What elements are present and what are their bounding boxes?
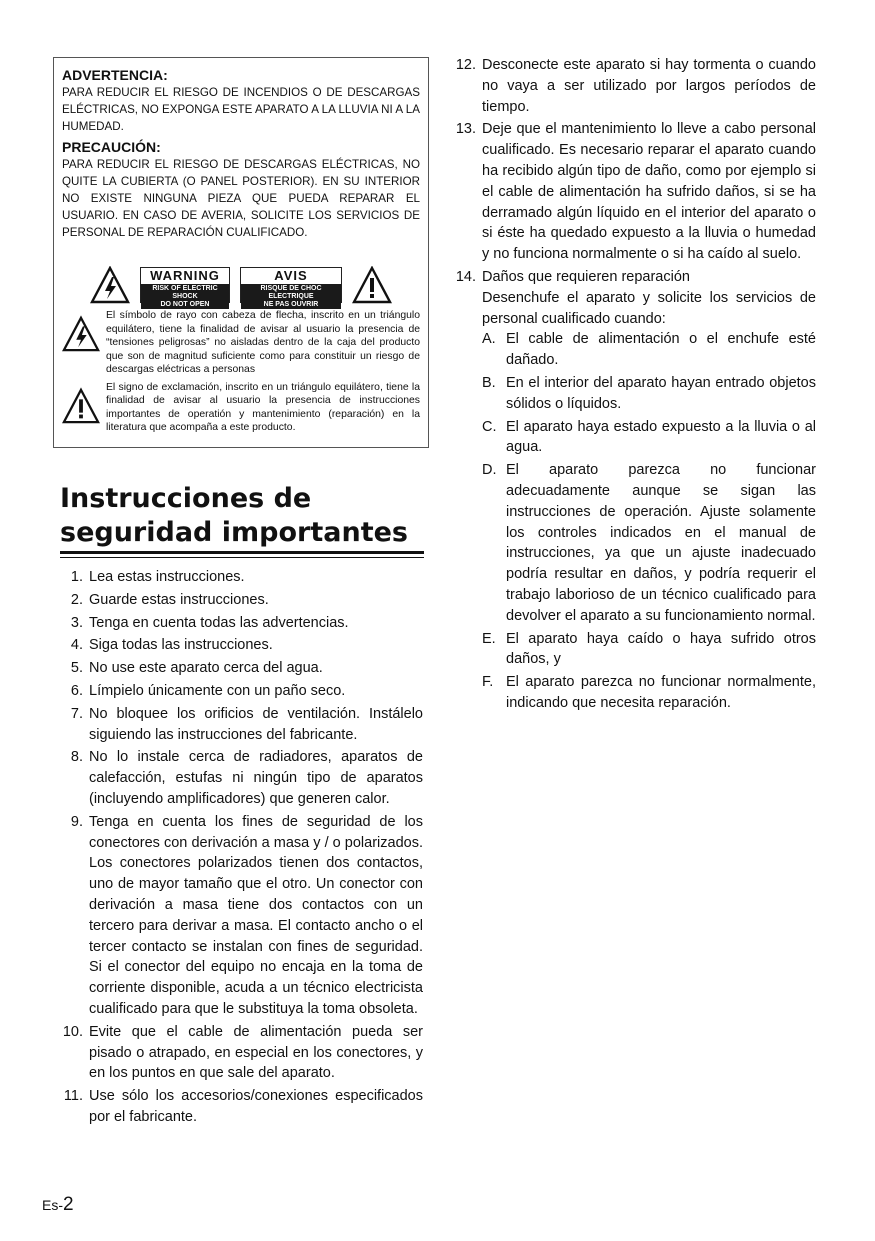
avis-plate-title: AVIS (274, 268, 308, 283)
list-item (59, 747, 423, 809)
lightning-triangle-icon (62, 315, 100, 353)
item-text: No use este aparato cerca del agua. (89, 660, 323, 677)
lightning-explanation (62, 309, 420, 377)
advertencia-text: PARA REDUCIR EL RIESGO DE INCENDIOS O DE DESCARGAS ELÉCTRICAS, NO EXPONGA ESTE APARATO A LA LLUVIA NI A LA HUMEDAD. (62, 86, 420, 133)
item-text: Tenga en cuenta los fines de seguridad de los conectores con derivación a masa y / o polarizados. Los conectores polarizados tienen dos contactos, uno de mayor tamaño que el otro. Un conector con derivación a masa tiene dos contactos con un tercero para derivar a masa. El contacto ancho o el tercer contacto se instalan con fines de seguridad. Si el conector del equipo no encaja en la toma de corriente disponible, acuda a un técnico electricista cualificado para que le substituya la toma obsoleta. (89, 813, 423, 1017)
warning-plate-title: WARNING (150, 268, 220, 283)
item-text: Tenga en cuenta todas las advertencias. (89, 614, 349, 631)
item-letter: B. (482, 374, 496, 391)
item-text: No lo instale cerca de radiadores, aparatos de calefacción, estufas ni ningún tipo de aparatos (incluyendo amplificadores) que generen calor. (89, 749, 423, 807)
item-letter: F. (482, 674, 494, 691)
lightning-triangle-icon (90, 266, 130, 304)
item-number: 13. (455, 121, 476, 138)
list-item (452, 267, 816, 714)
item-text: El cable de alimentación o el enchufe esté dañado. (506, 331, 816, 369)
list-item (59, 658, 423, 679)
page-number-prefix: Es- (42, 1197, 63, 1213)
lightning-explanation-text: El símbolo de rayo con cabeza de flecha, inscrito en un triángulo equilátero, tiene la finalidad de avisar al usuario la presencia de “tensiones peligrosas” no aisladas dentro de la caja del producto que son de magnitud suficiente como para constituir un riesgo de descargas eléctricas a personas (106, 310, 420, 375)
item-text: No bloquee los orificios de ventilación. Instálelo siguiendo las instrucciones del fabricante. (89, 705, 423, 743)
item-subtext: Desenchufe el aparato y solicite los servicios de personal cualificado cuando: (482, 289, 816, 327)
list-item (482, 417, 816, 459)
warning-box (53, 57, 429, 448)
item-text: Lea estas instrucciones. (89, 569, 245, 585)
instructions-list-left (59, 567, 423, 1130)
item-number: 6. (70, 682, 83, 699)
item-text: El aparato haya caído o haya sufrido otros daños, y (506, 630, 816, 668)
item-text: El aparato parezca no funcionar normalmente, indicando que necesita reparación. (506, 674, 816, 711)
item-number: 5. (70, 660, 83, 677)
instructions-list-right (452, 55, 816, 716)
item-letter: C. (482, 418, 497, 435)
item-number: 9. (70, 813, 83, 830)
item-text: El aparato haya estado expuesto a la lluvia o al agua. (506, 418, 816, 456)
item-number: 11. (63, 1088, 83, 1105)
avis-plate-subtitle (241, 284, 341, 309)
damage-conditions-list (482, 329, 816, 713)
item-number: 8. (70, 749, 83, 766)
list-item (482, 672, 816, 714)
exclamation-triangle-icon (62, 387, 100, 425)
avis-plate-line1: RISQUE DE CHOC ELECTRIQUE (260, 285, 322, 300)
item-number: 3. (70, 614, 83, 631)
item-text: Daños que requieren reparación (482, 268, 690, 285)
list-item (59, 635, 423, 656)
item-number: 2. (70, 591, 83, 608)
list-item (59, 613, 423, 634)
item-number: 4. (70, 637, 83, 654)
item-text: Deje que el mantenimiento lo lleve a cabo personal cualificado. Es necesario reparar el aparato cuando ha recibido algún tipo de daño, como por ejemplo si el cable de alimentación ha sufrido daños, si se ha derramado algún líquido en el interior del aparato o si éste ha quedado expuesto a la lluvia o humedad y no funciona normalmente o si ha caído al suelo. (482, 121, 816, 263)
item-text: Desconecte este aparato si hay tormenta o cuando no vaya a ser utilizado por largos períodos de tiempo. (482, 57, 816, 115)
list-item (482, 329, 816, 371)
precaucion-text: PARA REDUCIR EL RIESGO DE DESCARGAS ELÉCTRICAS, NO QUITE LA CUBIERTA (O PANEL POSTERIOR). EN SU INTERIOR NO EXISTE NINGUNA PIEZA QUE PUEDA REPARAR EL USUARIO. EN CASO DE AVERIA, SOLICITE LOS SERVICIOS DE PERSONAL DE REPARACIÓN CUALIFICADO. (62, 158, 420, 239)
warning-plate-line1: RISK OF ELECTRIC SHOCK (152, 285, 218, 300)
item-number: 1. (70, 569, 83, 585)
page-title: Instrucciones de seguridad importantes (60, 483, 408, 548)
item-number: 14. (455, 268, 476, 285)
list-item (59, 590, 423, 611)
list-item (59, 812, 423, 1020)
warning-plate-line2: DO NOT OPEN (160, 301, 210, 308)
item-text: Guarde estas instrucciones. (89, 591, 269, 608)
item-letter: D. (482, 462, 497, 479)
item-letter: A. (482, 331, 496, 348)
list-item (482, 629, 816, 671)
item-text: Límpielo únicamente con un paño seco. (89, 682, 346, 699)
precaucion-heading: PRECAUCIÓN: (62, 139, 161, 155)
list-item (59, 681, 423, 702)
item-number: 10. (62, 1023, 83, 1040)
list-item (482, 373, 816, 415)
list-item (59, 1086, 423, 1128)
avis-plate (240, 267, 342, 308)
exclamation-triangle-icon (352, 266, 392, 304)
advertencia-heading: ADVERTENCIA: (62, 67, 168, 83)
warning-plate-subtitle (141, 284, 229, 309)
list-item (452, 119, 816, 265)
item-text: Use sólo los accesorios/conexiones especificados por el fabricante. (89, 1088, 423, 1125)
caution-label-row (62, 265, 420, 308)
page-number (42, 1194, 74, 1216)
title-rule-thin (60, 557, 424, 558)
list-item (59, 704, 423, 746)
item-number: 7. (70, 705, 83, 722)
list-item (482, 460, 816, 626)
item-text: Siga todas las instrucciones. (89, 637, 273, 654)
list-item (452, 55, 816, 117)
item-text: Evite que el cable de alimentación pueda ser pisado o atrapado, en especial en los conectores, y en los puntos en que sale del aparato. (89, 1023, 423, 1082)
item-text: El aparato parezca no funcionar adecuadamente aunque se sigan las instrucciones de operación. Ajuste solamente los controles indicados en el manual de instrucciones, ya que un ajuste inadecuado podría resultar en daños, y podría requerir el trabajo laborioso de un técnico cualificado para devolver el aparato a su funcionamiento normal. (506, 462, 816, 624)
exclamation-explanation (62, 381, 420, 435)
item-number: 12. (455, 57, 476, 73)
list-item (59, 567, 423, 588)
title-rule (60, 551, 424, 554)
avis-plate-line2: NE PAS OUVRIR (263, 301, 319, 308)
item-letter: E. (482, 630, 496, 647)
list-item (59, 1022, 423, 1084)
warning-plate (140, 267, 230, 308)
exclamation-explanation-text: El signo de exclamación, inscrito en un triángulo equilátero, tiene la finalidad de avisar al usuario la presencia de instrucciones importantes de operatión y mantenimiento (reparación) en la literatura que acompaña a este producto. (106, 381, 420, 433)
item-text: En el interior del aparato hayan entrado objetos sólidos o líquidos. (506, 374, 816, 412)
page-number-value: 2 (63, 1194, 74, 1215)
